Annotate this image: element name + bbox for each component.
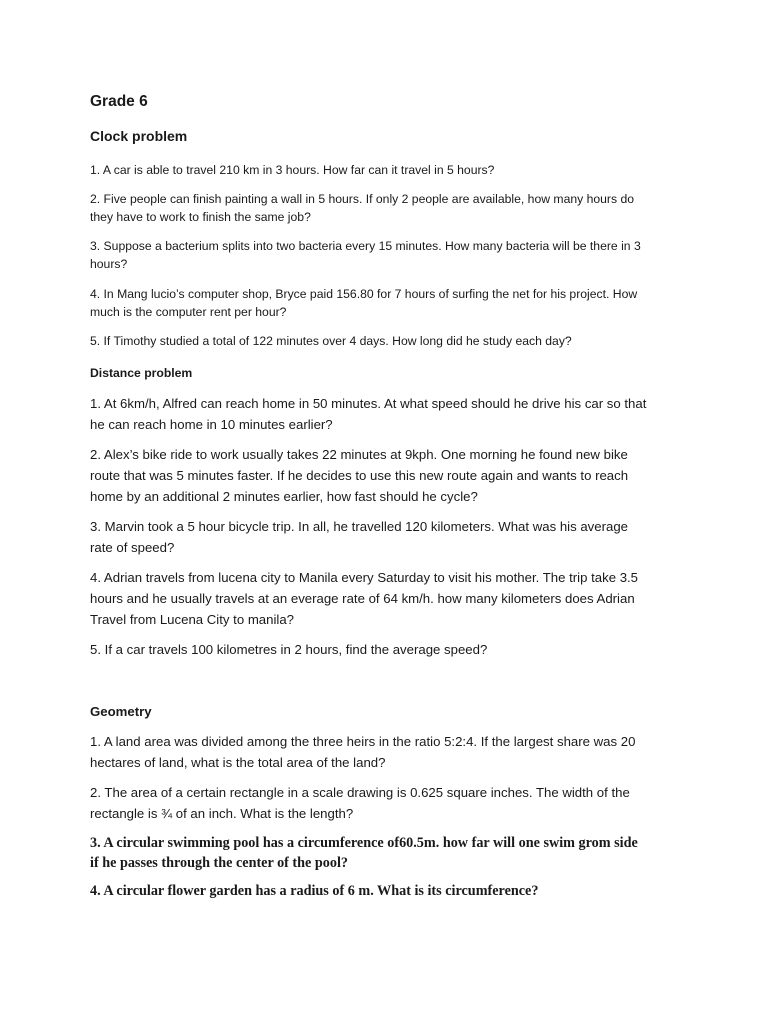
clock-item-4: 4. In Mang lucio’s computer shop, Bryce paid 156.80 for 7 hours of surfing the net for his project. How much is the computer rent per hour? xyxy=(90,287,638,319)
section-heading-clock: Clock problem xyxy=(90,128,188,144)
distance-item-5: 5. If a car travels 100 kilometres in 2 hours, find the average speed? xyxy=(90,642,488,657)
distance-item-4: 4. Adrian travels from lucena city to Manila every Saturday to visit his mother. The trip take 3.5 hours and he usually travels at an everage rate of 64 km/h. how many kilometers does Adrian Travel from Lucena City to manila? xyxy=(90,570,639,627)
clock-item-2: 2. Five people can finish painting a wall in 5 hours. If only 2 people are available, how many hours do they have to work to finish the same job? xyxy=(90,192,635,224)
section-heading-geometry: Geometry xyxy=(90,704,152,719)
geometry-item-2: 2. The area of a certain rectangle in a scale drawing is 0.625 square inches. The width of the rectangle is ¾ of an inch. What is the length? xyxy=(90,785,630,821)
geometry-item-4: 4. A circular flower garden has a radius of 6 m. What is its circumference? xyxy=(90,883,539,899)
distance-item-1: 1. At 6km/h, Alfred can reach home in 50 minutes. At what speed should he drive his car so that he can reach home in 10 minutes earlier? xyxy=(90,396,647,432)
geometry-item-3: 3. A circular swimming pool has a circumference of60.5m. how far will one swim grom side if he passes through the center of the pool? xyxy=(90,835,638,871)
distance-item-3: 3. Marvin took a 5 hour bicycle trip. In all, he travelled 120 kilometers. What was his average rate of speed? xyxy=(90,519,629,555)
clock-item-3: 3. Suppose a bacterium splits into two bacteria every 15 minutes. How many bacteria will be there in 3 hours? xyxy=(90,239,641,271)
document-title: Grade 6 xyxy=(90,93,148,110)
distance-item-2: 2. Alex’s bike ride to work usually takes 22 minutes at 9kph. One morning he found new bike route that was 5 minutes faster. If he decides to use this new route again and wants to reach home by an additional 2 minutes earlier, how fast should he cycle? xyxy=(90,447,629,504)
geometry-item-1: 1. A land area was divided among the three heirs in the ratio 5:2:4. If the largest share was 20 hectares of land, what is the total area of the land? xyxy=(90,734,636,770)
clock-item-1: 1. A car is able to travel 210 km in 3 hours. How far can it travel in 5 hours? xyxy=(90,163,495,177)
clock-item-5: 5. If Timothy studied a total of 122 minutes over 4 days. How long did he study each day? xyxy=(90,334,572,348)
section-heading-distance: Distance problem xyxy=(90,366,193,380)
